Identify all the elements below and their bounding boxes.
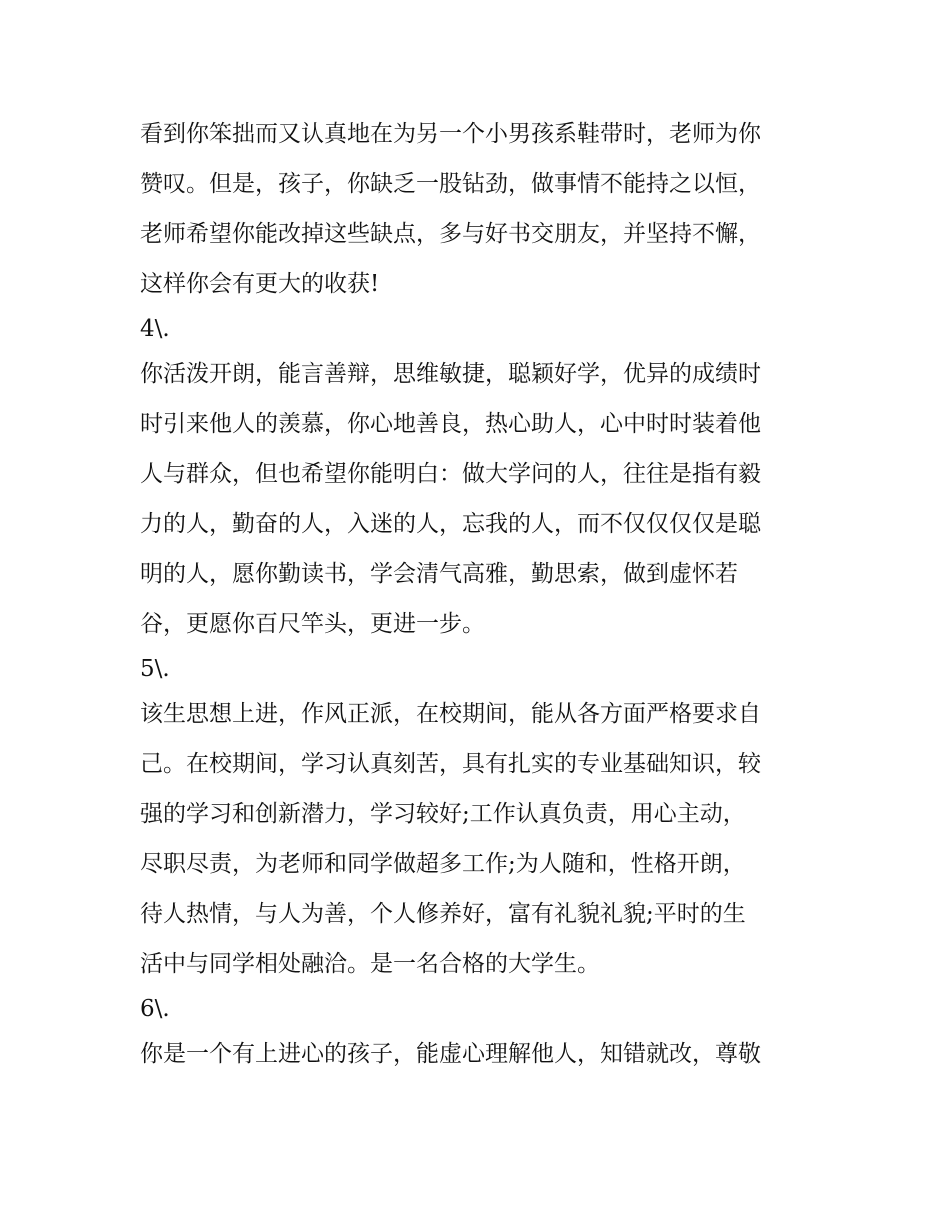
text-line: 人与群众，但也希望你能明白：做大学问的人，往往是指有毅 (140, 461, 761, 487)
text-line: 力的人，勤奋的人，入迷的人，忘我的人，而不仅仅仅仅是聪 (140, 511, 761, 537)
paragraph-3-continuation (140, 109, 820, 309)
text-line: 时引来他人的羡慕，你心地善良，热心助人，心中时时装着他 (140, 411, 761, 437)
text-line: 该生思想上进，作风正派，在校期间，能从各方面严格要求自 (140, 701, 761, 727)
paragraph-4 (140, 309, 820, 649)
text-line: 待人热情，与人为善，个人修养好，富有礼貌礼貌;平时的生 (140, 901, 746, 927)
text-line: 你活泼开朗，能言善辩，思维敏捷，聪颖好学，优异的成绩时 (140, 361, 761, 387)
text-line: 老师希望你能改掉这些缺点，多与好书交朋友，并坚持不懈， (140, 221, 761, 247)
text-line: 己。在校期间，学习认真刻苦，具有扎实的专业基础知识，较 (140, 751, 761, 777)
text-line: 看到你笨拙而又认真地在为另一个小男孩系鞋带时，老师为你 (140, 121, 761, 147)
text-line: 赞叹。但是，孩子，你缺乏一股钻劲，做事情不能持之以恒， (140, 171, 761, 197)
text-line: 活中与同学相处融洽。是一名合格的大学生。 (140, 951, 600, 977)
document-body (140, 109, 820, 1079)
paragraph-number: 4\. (140, 316, 170, 342)
text-line: 强的学习和创新潜力，学习较好;工作认真负责，用心主动， (140, 801, 746, 827)
text-line: 你是一个有上进心的孩子，能虚心理解他人，知错就改，尊敬 (140, 1041, 761, 1067)
paragraph-number: 5\. (140, 656, 170, 682)
paragraph-5 (140, 649, 820, 989)
text-line: 这样你会有更大的收获! (140, 271, 380, 297)
text-line: 谷，更愿你百尺竿头，更进一步。 (140, 611, 485, 637)
paragraph-number: 6\. (140, 996, 170, 1022)
text-line: 尽职尽责，为老师和同学做超多工作;为人随和，性格开朗， (140, 851, 746, 877)
text-line: 明的人，愿你勤读书，学会清气高雅，勤思索，做到虚怀若 (140, 561, 738, 587)
paragraph-6 (140, 989, 820, 1079)
